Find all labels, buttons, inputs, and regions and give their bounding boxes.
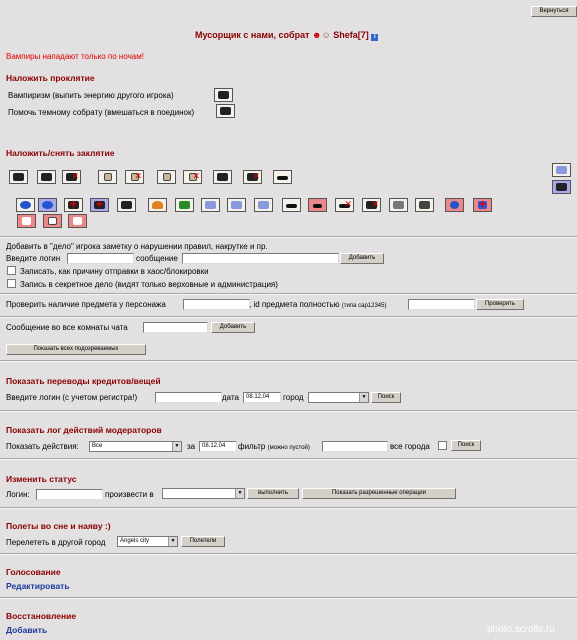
all-cities-checkbox[interactable]	[438, 441, 447, 450]
broadcast-input[interactable]	[143, 322, 208, 333]
spell-icon-8[interactable]	[213, 170, 232, 184]
transfers-city-select[interactable]	[308, 392, 369, 403]
chevron-down-icon: ▼	[168, 537, 177, 546]
spell-icon-2[interactable]	[37, 170, 56, 184]
vampirism-icon[interactable]	[214, 88, 233, 102]
item-check-character-input[interactable]	[183, 299, 250, 310]
voting-edit-link[interactable]: Редактировать	[6, 581, 70, 591]
scroll-remove-icon-5[interactable]	[125, 170, 144, 184]
actions-label: Показать действия:	[6, 442, 79, 451]
alignment-icon: ☻	[312, 30, 322, 40]
transfers-search-button[interactable]: Поиск	[371, 392, 401, 403]
glasses-icon-2[interactable]	[282, 198, 301, 212]
watermark: photo.scrolls.ru	[487, 624, 555, 635]
scroll-remove-icon-7[interactable]	[183, 170, 202, 184]
report-add-button[interactable]: Добавить	[340, 253, 384, 264]
heal-red-icon[interactable]	[473, 198, 492, 212]
item-id-input[interactable]	[408, 299, 475, 310]
show-suspects-button[interactable]: Показать всех подозреваемых	[6, 344, 146, 355]
report-login-label: Введите логин	[6, 254, 61, 263]
curse-help-label: Помочь темному собрату (вмешаться в поединок)	[8, 108, 195, 117]
wheelchair-red-icon[interactable]	[445, 198, 464, 212]
transfers-login-input[interactable]	[155, 392, 222, 403]
item-id-label	[249, 300, 386, 309]
spells-title: Наложить/снять заклятие	[6, 148, 115, 158]
broadcast-label: Сообщение во все комнаты чата	[6, 323, 128, 332]
spell-remove-icon-3[interactable]	[62, 170, 81, 184]
transfers-date-input[interactable]: 08.12.04	[243, 392, 281, 403]
avatar-icon: ☺	[321, 30, 331, 40]
flight-city-value: Angels city	[120, 538, 150, 544]
voting-title: Голосование	[6, 567, 61, 577]
nature-icon[interactable]	[175, 198, 194, 212]
item-id-hint: (типа cap12345)	[341, 303, 387, 309]
item-id-label-text: , id предмета полностью	[249, 300, 340, 309]
heal-icon-1[interactable]	[64, 198, 83, 212]
curse-title: Наложить проклятие	[6, 73, 95, 83]
chevron-down-icon: ▼	[172, 442, 181, 451]
report-login-input[interactable]	[67, 253, 134, 264]
actions-select-value: Все	[92, 443, 103, 449]
page-title-text: Мусорщик с нами, собрат	[195, 30, 310, 40]
spell-remove-icon-9[interactable]	[243, 170, 262, 184]
silence-icon[interactable]	[389, 198, 408, 212]
status-login-input[interactable]	[36, 489, 103, 500]
all-cities-label: все города	[390, 442, 430, 451]
chevron-down-icon: ▼	[359, 393, 368, 402]
flight-city-select[interactable]	[117, 536, 178, 547]
heal-icon-2[interactable]	[90, 198, 109, 212]
back-button[interactable]: Вернуться	[531, 6, 577, 17]
filter-input[interactable]	[322, 441, 388, 452]
status-login-label: Логин:	[6, 490, 30, 499]
glasses-icon[interactable]	[273, 170, 292, 184]
wheelchair-icon-1[interactable]	[16, 198, 35, 212]
report-description: Добавить в "дело" игрока заметку о нарушении правил, накрутке и пр.	[6, 242, 268, 251]
restore-add-link[interactable]: Добавить	[6, 625, 48, 635]
user-level: [7]	[357, 30, 369, 40]
fly-button[interactable]: Полетели	[181, 536, 225, 547]
filter-label	[238, 442, 310, 451]
moderator-log-search-button[interactable]: Поиск	[451, 440, 481, 451]
promote-label: произвести в	[105, 490, 154, 499]
moderator-log-title: Показать лог действий модераторов	[6, 425, 162, 435]
chevron-down-icon: ▼	[235, 489, 244, 498]
transfers-title: Показать переводы кредитов/вещей	[6, 376, 161, 386]
filter-hint: (можно пустой)	[267, 445, 310, 451]
air-icon-2[interactable]	[227, 198, 246, 212]
scroll-icon-4[interactable]	[98, 170, 117, 184]
broadcast-add-button[interactable]: Добавить	[211, 322, 255, 333]
report-message-input[interactable]	[182, 253, 339, 264]
status-title: Изменить статус	[6, 474, 77, 484]
page-title	[195, 30, 378, 41]
transfers-city-label: город	[283, 393, 304, 402]
air-icon-3[interactable]	[254, 198, 273, 212]
item-check-label: Проверить наличие предмета у персонажа	[6, 300, 166, 309]
move-city-label: Перелететь в другой город	[6, 538, 106, 547]
scroll-icon-6[interactable]	[157, 170, 176, 184]
promote-select[interactable]	[162, 488, 245, 499]
report-message-label: сообщение	[136, 254, 178, 263]
show-allowed-operations-button[interactable]: Показать разрешенные операции	[302, 488, 456, 499]
spell-icon-r2-5[interactable]	[117, 198, 136, 212]
shield-icon[interactable]	[415, 198, 434, 212]
status-do-button[interactable]: выполнить	[247, 488, 299, 499]
side-spell-icon-1[interactable]	[552, 163, 571, 177]
transfers-date-label: дата	[222, 393, 239, 402]
transfers-login-label: Введите логин (с учетом регистра!)	[6, 393, 138, 402]
chaos-checkbox[interactable]	[7, 266, 16, 275]
actions-select[interactable]	[89, 441, 182, 452]
vampire-notice: Вампиры нападают только по ночам!	[6, 52, 144, 61]
spell-remove-icon-r2[interactable]	[362, 198, 381, 212]
scroll-red-icon[interactable]	[43, 214, 62, 228]
restore-title: Восстановление	[6, 611, 77, 621]
moderator-log-date-input[interactable]: 08.12.04	[199, 441, 237, 452]
help-dark-brother-icon[interactable]	[216, 104, 235, 118]
chaos-checkbox-label: Записать, как причину отправки в хаос/блокировки	[20, 267, 209, 276]
info-icon[interactable]: i	[371, 34, 378, 41]
flights-title: Полеты во сне и наяву :)	[6, 521, 111, 531]
spell-icon-1[interactable]	[9, 170, 28, 184]
curse-vampirism-label: Вампиризм (выпить энергию другого игрока)	[8, 91, 174, 100]
cross-red-icon[interactable]	[68, 214, 87, 228]
secret-checkbox[interactable]	[7, 279, 16, 288]
glasses-remove-icon[interactable]	[335, 198, 354, 212]
for-label: за	[187, 442, 196, 451]
air-icon-1[interactable]	[201, 198, 220, 212]
side-spell-icon-2[interactable]	[552, 180, 571, 194]
filter-label-text: фильтр	[238, 442, 266, 451]
shield-red-icon[interactable]	[17, 214, 36, 228]
wheelchair-icon-2[interactable]	[38, 198, 57, 212]
item-check-button[interactable]: Проверить	[476, 299, 524, 310]
fire-icon[interactable]	[148, 198, 167, 212]
user-name[interactable]: Shefa	[333, 30, 358, 40]
secret-checkbox-label: Запись в секретное дело (видят только верховные и администрация)	[20, 280, 278, 289]
glasses-red-icon[interactable]	[308, 198, 327, 212]
